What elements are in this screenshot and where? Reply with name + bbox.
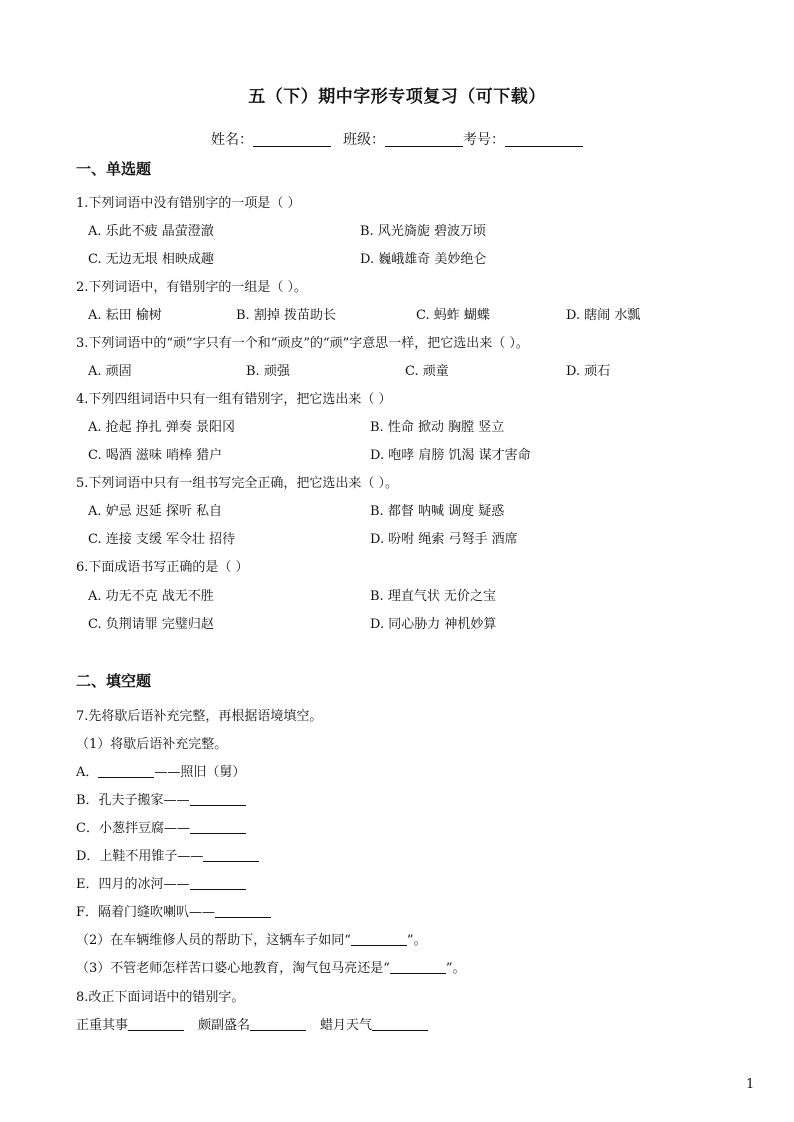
q6-option-b[interactable]: B. 理直气状 无价之宝 — [370, 589, 496, 604]
q4-option-a[interactable]: A. 抢起 挣扎 弹奏 景阳冈 — [88, 420, 236, 435]
question-2-stem: 2.下列词语中，有错别字的一组是（ ）。 — [76, 280, 308, 295]
page-number: 1 — [746, 1077, 755, 1092]
q2-option-c[interactable]: C. 蚂蚱 蝴蝶 — [416, 308, 490, 323]
q3-option-d[interactable]: D. 顽石 — [566, 364, 611, 379]
q5-option-b[interactable]: B. 都督 呐喊 调度 疑惑 — [370, 504, 505, 519]
question-4-stem: 4.下列四组词语中只有一组有错别字，把它选出来（ ） — [76, 392, 392, 407]
q1-option-d[interactable]: D. 巍峨雄奇 美妙绝仑 — [360, 252, 487, 267]
q7-item-b-blank[interactable] — [190, 792, 246, 806]
class-label: 班级： — [343, 132, 385, 148]
q7-item-c: C．小葱拌豆腐—— — [76, 820, 246, 838]
q3-option-a[interactable]: A. 顽固 — [88, 364, 132, 379]
q8-word-list — [76, 1017, 428, 1035]
q1-option-b[interactable]: B. 风光旖旎 碧波万顷 — [360, 224, 486, 239]
q7-item-c-blank[interactable] — [190, 820, 246, 834]
q7-sub3-blank[interactable] — [390, 960, 446, 974]
q6-option-d[interactable]: D. 同心胁力 神机妙算 — [370, 617, 497, 632]
q7-item-a: A． ——照旧（舅） — [76, 765, 246, 780]
class-blank[interactable] — [385, 132, 463, 147]
q8-word-1-blank[interactable] — [128, 1017, 184, 1031]
question-3-stem: 3.下列词语中的“顽”字只有一个和“顽皮”的“顽”字意思一样，把它选出来（ ）。 — [76, 336, 529, 351]
q4-option-c[interactable]: C. 喝酒 滋味 哨棒 猎户 — [88, 448, 223, 463]
q7-item-b: B．孔夫子搬家—— — [76, 792, 246, 810]
q2-option-d[interactable]: D. 瞎闹 水瓢 — [566, 308, 641, 323]
name-blank[interactable] — [253, 132, 331, 147]
question-8-stem: 8.改正下面词语中的错别字。 — [76, 990, 245, 1005]
question-1-stem: 1.下列词语中没有错别字的一项是（ ） — [76, 196, 301, 211]
question-6-stem: 6.下面成语书写正确的是（ ） — [76, 560, 249, 575]
q7-subquestion-3: （3）不管老师怎样苦口婆心地教育，淘气包马亮还是“ ”。 — [76, 961, 466, 976]
question-7-stem: 7.先将歇后语补充完整，再根据语境填空。 — [76, 709, 323, 724]
q7-item-e: E．四月的冰河—— — [76, 876, 246, 894]
q8-word-3-blank[interactable] — [372, 1017, 428, 1031]
q7-item-d: D．上鞋不用锥子—— — [76, 848, 259, 866]
q7-sub2-blank[interactable] — [351, 932, 407, 946]
q4-option-b[interactable]: B. 性命 掀动 胸膛 竖立 — [370, 420, 505, 435]
q6-option-c[interactable]: C. 负荆请罪 完璧归赵 — [88, 617, 214, 632]
q5-option-d[interactable]: D. 吩咐 绳索 弓弩手 酒席 — [370, 532, 518, 547]
section-heading-single-choice: 一、单选题 — [76, 160, 152, 178]
q8-word-2-blank[interactable] — [250, 1017, 306, 1031]
q7-item-e-blank[interactable] — [190, 876, 246, 890]
q7-subquestion-2: （2）在车辆维修人员的帮助下，这辆车子如同“ ”。 — [76, 933, 427, 948]
q8-word-2: 颇副盛名 — [198, 1018, 251, 1033]
q2-option-a[interactable]: A. 耘田 榆树 — [88, 308, 162, 323]
q7-item-f: F．隔着门缝吹喇叭—— — [76, 904, 271, 922]
q8-word-1: 正重其事 — [76, 1018, 129, 1033]
q4-option-d[interactable]: D. 咆哮 肩膀 饥渴 谋才害命 — [370, 448, 531, 463]
q7-item-f-blank[interactable] — [215, 904, 271, 918]
q1-option-a[interactable]: A. 乐此不疲 晶萤澄澈 — [88, 224, 214, 239]
q6-option-a[interactable]: A. 功无不克 战无不胜 — [88, 589, 214, 604]
q3-option-b[interactable]: B. 顽强 — [246, 364, 290, 379]
q5-option-c[interactable]: C. 连接 支缓 军令壮 招待 — [88, 532, 236, 547]
q7-subquestion-1: （1）将歇后语补充完整。 — [76, 737, 228, 752]
q3-option-c[interactable]: C. 顽童 — [405, 364, 449, 379]
student-info-line — [0, 131, 794, 149]
exam-label: 考号： — [463, 132, 505, 148]
question-5-stem: 5.下列词语中只有一组书写完全正确，把它选出来（ ）。 — [76, 476, 399, 491]
q5-option-a[interactable]: A. 妒忌 迟延 探听 私自 — [88, 504, 223, 519]
q7-item-a-blank[interactable] — [98, 764, 154, 778]
q2-option-b[interactable]: B. 割掉 拨苗助长 — [236, 308, 336, 323]
page-title: 五（下）期中字形专项复习（可下载） — [248, 87, 546, 107]
q8-word-3: 蜡月天气 — [320, 1018, 373, 1033]
q7-item-d-blank[interactable] — [203, 848, 259, 862]
exam-number-blank[interactable] — [505, 132, 583, 147]
section-heading-fill-blank: 二、填空题 — [76, 672, 152, 690]
name-label: 姓名： — [211, 132, 253, 148]
q1-option-c[interactable]: C. 无边无垠 相映成趣 — [88, 252, 214, 267]
